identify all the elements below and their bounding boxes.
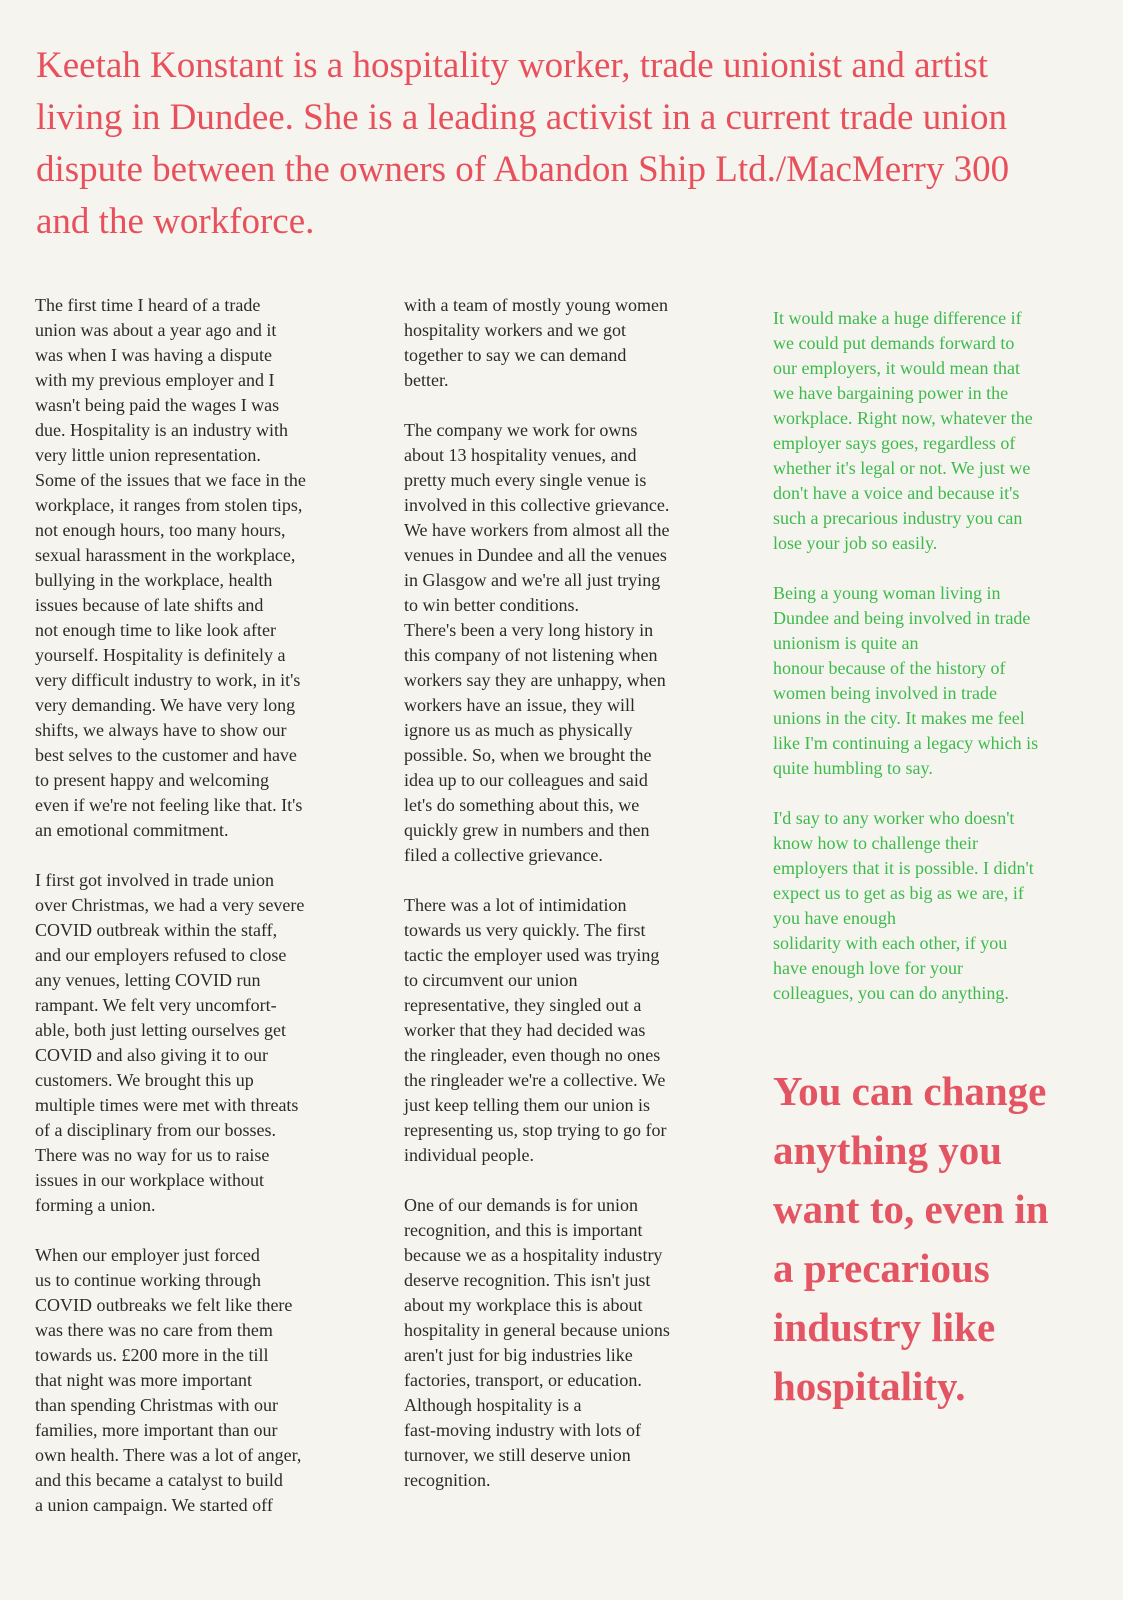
paragraph: The first time I heard of a trade union was about a year ago and it was when I was having a dispute with my previous employer and I wasn't being paid the wages I was due. Hospitality is an industry with very little union representation. Some of the issues that we face in the workplace, it ranges from stolen tips, not enough hours, too many hours, sexual harassment in the workplace, bullying in the workplace, health issues because of late shifts and not enough time to like look after yourself. Hospitality is definitely a very difficult industry to work, in it's very demanding. We have very long shifts, we always have to show our best selves to the customer and have to present happy and welcoming even if we're not feeling like that. It's an emotional commitment. — [35, 295, 306, 840]
paragraph: I first got involved in trade union over Christmas, we had a very severe COVID outbreak within the staff, and our employers refused to close any venues, letting COVID run rampant. We felt very uncomfort- able, both just letting ourselves get COVID and also giving it to our customers. We brought this up multiple times were met with threats of a disciplinary from our bosses. There was no way for us to raise issues in our workplace without forming a union. — [35, 870, 305, 1215]
paragraph: with a team of mostly young women hospitality workers and we got together to say we can demand better. — [404, 295, 668, 390]
paragraph: There was a lot of intimidation towards us very quickly. The first tactic the employer used was trying to circumvent our union representative, they singled out a worker that they had decided was the ringleader, even though no ones the ringleader we're a collective. We just keep telling them our union is representing us, stop trying to go for individual people. — [404, 895, 667, 1165]
paragraph: I'd say to any worker who doesn't know how to challenge their employers that it is possible. I didn't expect us to get as big as we are, if you have enough solidarity with each other, if you have enough love for your colleagues, you can do anything. — [773, 808, 1034, 1003]
column-1 — [35, 293, 353, 1543]
column-3 — [773, 306, 1093, 1031]
paragraph: The company we work for owns about 13 hospitality venues, and pretty much every single venue is involved in this collective grievance. We have workers from almost all the venues in Dundee and all the venues in Glasgow and we're all just trying to win better conditions. There's been a very long history in this company of not listening when workers say they are unhappy, when workers have an issue, they will ignore us as much as physically possible. So, when we brought the idea up to our colleagues and said let's do something about this, we quickly grew in numbers and then filed a collective grievance. — [404, 420, 670, 865]
column-2 — [404, 293, 722, 1518]
intro-heading: Keetah Konstant is a hospitality worker, trade unionist and artist living in Dundee. She is a leading activist in a current trade union dispute between the owners of Abandon Ship Ltd./MacMerry 300 and the workforce. — [36, 45, 1010, 242]
pull-quote: You can change anything you want to, even in a precarious industry like hospitality. — [773, 1068, 1049, 1409]
paragraph: Being a young woman living in Dundee and being involved in trade unionism is quite an honour because of the history of women being involved in trade unions in the city. It makes me feel like I'm continuing a legacy which is quite humbling to say. — [773, 583, 1039, 778]
paragraph: One of our demands is for union recognition, and this is important because we as a hospitality industry deserve recognition. This isn't just about my workplace this is about hospitality in general because unions aren't just for big industries like factories, transport, or education. Although hospitality is a fast-moving industry with lots of turnover, we still deserve union recognition. — [404, 1195, 670, 1490]
paragraph: When our employer just forced us to continue working through COVID outbreaks we felt like there was there was no care from them towards us. £200 more in the till that night was more important than spending Christmas with our families, more important than our own health. There was a lot of anger, and this became a catalyst to build a union campaign. We started off — [35, 1245, 302, 1515]
paragraph: It would make a huge difference if we could put demands forward to our employers, it would mean that we have bargaining power in the workplace. Right now, whatever the employer says goes, regardless of whether it's legal or not. We just we don't have a voice and because it's such a precarious industry you can lose your job so easily. — [773, 308, 1033, 553]
